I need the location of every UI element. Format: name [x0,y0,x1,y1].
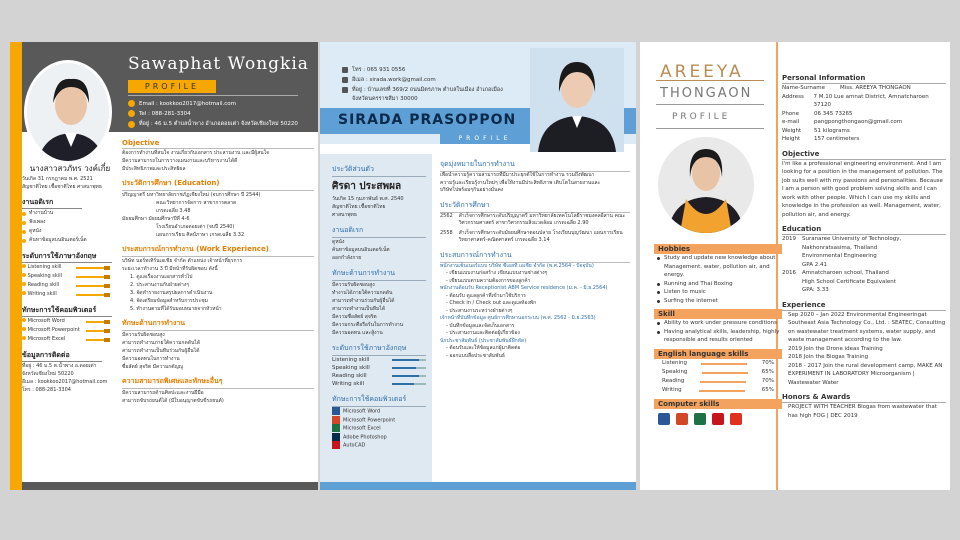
left-column [654,240,782,429]
work-line: - ออกแบบสื่อประชาสัมพันธ์ [446,352,505,359]
skill-row: Speaking skill [332,364,426,372]
language-heading: English language skills [654,349,782,359]
thai-name: นางสาวสวภัทร วงค์เกี๋ย [29,164,111,173]
personal-line: วันเกิด 15 กุมภาพันธ์ พ.ศ. 2540 [332,196,404,202]
computer-icons [654,409,782,429]
home-icon [128,121,135,128]
skill-line: สามารถทำงานภายใต้ความกดดันได้ [122,340,201,346]
workskill-heading: ทักษะด้านการทำงาน [332,268,426,281]
hobbies-heading: งานอดิเรก [22,197,82,209]
list-item: ออกกำลังกาย [332,255,362,261]
objective-text: มีความสามารถในการวางแผนงานและบริหารงานได้ดี [122,158,238,164]
contact-email: Email : kookkoo2017@hotmail.com [128,100,236,107]
skill-row: Listening skill [22,263,118,272]
skill-line: ซื่อสัตย์ สุจริต มีความกตัญญู [122,364,184,370]
experience-item: Sep 2020 – Jan 2022 Environmental Engineeringat Southeast Asia Technology Co., Ltd. : SEATEC, Consulting on wastewater treatment systems, water supply, and waste management according to the law. [788,311,946,343]
personal-line: สัญชาติไทย เชื้อชาติไทย [332,204,386,210]
info-row: Phone 06 345 73265 [782,110,853,117]
work-line: - เขียนแบบตามความต้องการของลูกค้า [446,277,531,284]
info-row: Address 7 M.10 Lue amnat District, Amnatcharoen 37120 [782,93,929,108]
skill-row: Microsoft Excel [22,335,118,344]
skill-row: Writing skill [332,380,426,388]
work-line: พนักงานต้อนรับ Receptionist ABM Service residence (ม.ค. - มิ.ย.2564) [440,285,608,291]
list-item: Ability to work under pressure conditions [654,319,782,328]
objective-heading: Objective [782,150,946,160]
contact-heading: ข้อมูลการติดต่อ [22,350,102,362]
work-line: 5. ทำงานตามที่ได้รับมอบหมายจากหัวหน้า [130,306,222,312]
work-line: เจ้าหน้าที่บันทึกข้อมูล ศูนย์การศึกษานอกระบบ (พ.ศ. 2562 - มิ.ย.2563) [440,315,596,321]
work-line: - บันทึกข้อมูลและจัดเก็บเอกสาร [446,322,515,329]
objective-text: ความรู้และเรียนรู้งานใหม่ๆ เพื่อให้งานมีประสิทธิภาพ เติบโตในสายงานและ [440,179,601,186]
contact-address: ที่อยู่ : 46 ม.5 ตำบลน้ำพาง อำเภอดอยเต่า จังหวัดเชียงใหม่ 50220 [128,120,298,128]
profile-label: PROFILE [128,80,216,93]
education-heading: ประวัติการศึกษา [440,200,630,213]
list-item: ดูหนัง [332,239,345,245]
list-item: มีความซื่อสัตย์ สุจริต [332,314,377,320]
contact-address-2: จังหวัดนครราชสีมา 30000 [352,96,418,102]
name-title: SIRADA PRASOPPON [338,112,517,128]
experience-item: 2018 - 2017 Join the rural development camp, MAKE AN EXPERIMENT IN LABORATORY Microorganism | Wastewater Water [788,362,943,386]
footer-band [22,482,318,490]
education-heading: ประวัติการศึกษา (Education) [122,178,314,191]
resume-areeya [640,42,950,490]
footer-band [320,482,636,490]
divider [656,104,764,105]
objective-text: ต้องการทำงานที่สนใจ งานเกี่ยวกับเอกสาร ประสานงาน และมีผู้สนใจ [122,150,270,156]
list-item: Surfing the internet [654,297,782,306]
list-item: ค้นหาข้อมูลบนอินเตอร์เน็ต [332,247,390,253]
nationality: สัญชาติไทย เชื้อชาติไทย ศาสนาพุทธ [22,184,102,190]
skill-row: Reading skill [22,281,118,290]
language-heading: ระดับการใช้ภาษาอังกฤษ [332,343,426,356]
education-line: GPA 2.41 [802,261,827,268]
contact-phone: Tel : 088-281-3304 [128,110,191,117]
list-item: ดูหนัง [22,227,118,236]
work-line: - เขียนแบบงานก่อสร้าง เขียนแบบงานช่างต่างๆ [446,270,548,276]
work-line: - Check in / Check out และดูแลห้องพัก [446,300,537,306]
work-line: ระยะเวลาทำงาน 3 ปี มีหน้าที่รับผิดชอบ ดังนี้ [122,266,218,272]
objective-text: I'm like a professional engineering environment. And I am looking for a position in the management of pollution. The job suits well with my passions and personalities. Because I am a person with good problem solving skills and I can work with other people. Which I can use my skills and knowledge in the profession as well. Management, water, pollution air, and energy. [782,160,943,218]
profile-label: PROFILE [672,112,731,122]
word-icon [332,407,340,415]
hobby-heading: งานอดิเรก [332,225,426,238]
lang-row: Listening 70% [662,359,774,366]
last-name: THONGAON [660,86,753,101]
education-line: Nakhonratsasima, Thailand [802,244,878,251]
profile-photo [530,48,624,152]
skill-heading: Skill [654,309,782,319]
computer-heading: ทักษะการใช้คอมพิวเตอร์ [22,305,112,317]
language-heading: ระดับการใช้ภาษาอังกฤษ [22,251,112,263]
list-item: สามารถทำงานร่วมกับผู้อื่นได้ [332,298,395,304]
resume-sawaphat [10,42,318,490]
divider [656,80,764,81]
work-line: บริษัท นอร์ทเทิร์นเอเชีย จำกัด ตำแหน่ง เจ้าหน้าที่ธุรการ [122,258,243,264]
special-heading: ความสามารถพิเศษและทักษะอื่นๆ [122,376,314,389]
education-heading: Education [782,225,946,235]
education-line: เกรดเฉลี่ย 3.48 [156,208,191,214]
work-line: - ประสานงานระหว่างฝ่ายต่างๆ [446,307,513,314]
education-line: แผนการเรียน ศิลป์ภาษา เกรดเฉลี่ย 3.32 [156,232,245,238]
personal-heading: ประวัติส่วนตัว [332,164,426,177]
objective-text: มีประสิทธิภาพและประสิทธิผล [122,166,186,172]
list-item: มีความอดทน และสู้งาน [332,330,383,336]
divider [656,128,764,129]
education-item: 2016 Amnatcharoen school, Thailand [782,270,889,276]
excel-row: Microsoft Excel [332,424,426,433]
skill-row: Microsoft Word [22,317,118,326]
list-item: มีความรับผิดชอบสูง [332,282,375,288]
skill-row: Reading skill [332,372,426,380]
info-row: Name-Surname Miss. AREEYA THONGAON [782,85,911,91]
photoshop-icon [332,433,340,441]
lang-row: Reading 70% [662,377,774,384]
skill-line: มีความอดทนในการทำงาน [122,356,180,362]
powerpoint-icon [332,416,340,424]
skill-row: Listening skill [332,356,426,364]
excel-icon [694,413,706,425]
autocad-row: AutoCAD [332,441,426,450]
info-row: Weight 51 kilograms [782,127,850,134]
powerpoint-icon [676,413,688,425]
education-line: High School Certificate Equivalent [802,278,896,285]
skill-row: Speaking skill [22,272,118,281]
email-icon [342,77,348,83]
contact-address: ที่อยู่ : บ้านเลขที่ 369/2 ถนนมิตรภาพ ตำบลในเมือง อำเภอเมือง [342,86,503,94]
education-item: 2558 สำเร็จการศึกษาระดับมัธยมศึกษาตอนปลาย โรงเรียนบุญวัฒนา แผนการเรียนวิทยาศาสตร์-คณิตศาสตร์ เกรดเฉลี่ย 3.14 [440,229,623,243]
birthdate: วันเกิด 31 กรกฎาคม พ.ศ. 2521 [22,176,93,182]
list-item: Study and update new knowledge about Management, water, pollution air, and energy. [654,254,782,280]
left-column [10,134,118,490]
excel-icon [332,424,340,432]
special-line: มีความสามารถด้านศิลปะและงานฝีมือ [122,390,204,396]
contact-phone: โทร : 065 931 0556 [342,66,405,74]
resume-sirada [320,42,636,490]
autocad-icon [332,441,340,449]
word-row: Microsoft Word [332,407,426,416]
skill-line: มีความรับผิดชอบสูง [122,332,165,338]
education-line: มัธยมศึกษา มัธยมศึกษาปีที่ 4-6 [122,216,190,222]
objective-text: เพื่อนำความรู้ความสามารถที่มีมาประยุกต์ใช้ในการทำงาน รวมถึงพัฒนา [440,172,595,178]
work-line: 1. ดูแลเรื่องงานเอกสารทั่วไป [130,274,193,280]
lang-row: Writing 65% [662,386,774,393]
name-title: Sawaphat Wongkia [128,54,309,74]
thai-name: ศิรดา ประสพผล [332,181,402,192]
sketchup-icon [730,413,742,425]
education-line: ปริญญาตรี มหาวิทยาลัยราชภัฏเชียงใหม่ (จบการศึกษา ปี 2544) [122,192,261,198]
work-heading: ประสบการณ์การทำงาน (Work Experience) [122,244,314,257]
phone-icon [342,67,348,73]
education-line: Environmental Engineering [802,253,877,259]
objective-heading: จุดมุ่งหมายในการทำงาน [440,159,630,172]
contact-line: โทร : 088-281-3304 [22,387,71,393]
profile-label: PROFILE [440,134,530,144]
profile-photo [658,137,754,233]
personal-line: ศาสนาพุทธ [332,212,357,218]
contact-line: อีเมล : kookkoo2017@hotmail.com [22,379,108,385]
experience-item: 2019 Join the Drone ideas Training [788,345,883,352]
education-line: โรงเรียนอำเภอดอยเต่า (จบปี 2540) [156,224,235,230]
email-icon [128,100,135,107]
work-line: 2. ประสานงานกับฝ่ายต่างๆ [130,282,189,288]
list-item: สามารถทำงานเป็นทีมได้ [332,306,386,312]
work-line: 4. จัดเตรียมข้อมูลสำหรับการประชุม [130,298,208,304]
skill-row: Microsoft Powerpoint [22,326,118,335]
special-line: สามารถขับรถยนต์ได้ (มีใบอนุญาตขับขี่รถยนต์) [122,398,224,404]
right-column [782,68,946,420]
personal-heading: Personal Information [782,74,946,84]
right-column [440,154,630,360]
contact-email: อีเมล : sirada.work@gmail.com [342,76,436,84]
work-line: 3. จัดทำรายงานสรุปผลการดำเนินงาน [130,290,213,296]
skill-row: Writing skill [22,290,118,299]
list-item: ฟังเพลง [22,218,118,227]
powerpoint-row: Microsoft Powerpoint [332,416,426,425]
objective-text: บริษัทไปพร้อมๆกันอย่างมั่นคง [440,187,504,193]
experience-item: 2018 Join the Biogas Training [788,354,869,360]
education-item: 2019 Suranaree University of Technology, [782,236,902,242]
computer-heading: ทักษะการใช้คอมพิวเตอร์ [332,394,426,407]
word-icon [658,413,670,425]
skills-heading: ทักษะด้านการทำงาน [122,318,314,331]
work-line: พนักงานเซ็นเนอร์แบบ บริษัท ซีเอสที เอเชีย จำกัด (พ.ศ.2564 - ปัจจุบัน) [440,262,594,269]
list-item: มีความกระตือรือร้นในการทำงาน [332,322,404,328]
list-item: Running and Thai Boxing [654,280,782,289]
education-item: 2562 สำเร็จการศึกษาระดับปริญญาตรี มหาวิทยาลัยเทคโนโลยีราชมงคลอีสาน คณะวิศวกรรมศาสตร์ สาขาวิศวกรรมสิ่งแวดล้อม เกรดเฉลี่ย 2.90 [440,212,626,226]
info-row: e-mail pangpongthongaon@gmail.com [782,119,903,125]
divider [128,95,298,96]
honor-item: PROJECT WITH TEACHER Biogas from wastewater that has high FOG | DEC 2019 [788,404,937,419]
first-name: AREEYA [660,62,744,82]
computer-heading: Computer skills [654,399,782,409]
right-column [122,134,314,405]
honors-heading: Honors & Awards [782,393,946,403]
objective-heading: Objective [122,139,314,149]
contact-line: จังหวัดเชียงใหม่ 50220 [22,371,74,377]
experience-heading: Experience [782,301,946,311]
education-line: คณะวิทยาการจัดการ สาขาการตลาด [156,200,237,206]
contact-line: ที่อยู่ : 46 ม.5 ต.น้ำพาง อ.ดอยเต่า [22,363,97,369]
work-line: - ต้อนรับและให้ข้อมูลแก่ผู้มาติดต่อ [446,345,521,351]
home-icon [342,87,348,93]
work-line: - ต้อนรับ ดูแลลูกค้าที่เข้ามาใช้บริการ [446,292,526,299]
work-heading: ประสบการณ์การทำงาน [440,250,630,263]
list-item: Listen to music [654,288,782,297]
left-column [320,154,432,490]
autocad-icon [712,413,724,425]
lang-row: Speaking 65% [662,368,774,375]
phone-icon [128,110,135,117]
photoshop-row: Adobe Photoshop [332,433,426,442]
work-line: นักประชาสัมพันธ์ (ประชาสัมพันธ์ฝึกหัด) [440,337,527,344]
list-item: Having analytical skills, leadership, highly responsible and results oriented [654,328,782,345]
list-item: ทำงานบ้าน [22,209,118,218]
education-line: GPA: 3.33 [802,287,829,293]
skill-line: สามารถทำงานเป็นทีมร่วมกับผู้อื่นได้ [122,348,200,354]
hobbies-heading: Hobbies [654,244,782,254]
list-item: ทำงานได้ภายใต้ความกดดัน [332,290,393,296]
work-line: - ประสานงานและติดต่อผู้เกี่ยวข้อง [446,330,520,336]
list-item: ค้นหาข้อมูลบนอินเตอร์เน็ต [22,236,118,245]
info-row: Height 157 centimeters [782,136,860,142]
